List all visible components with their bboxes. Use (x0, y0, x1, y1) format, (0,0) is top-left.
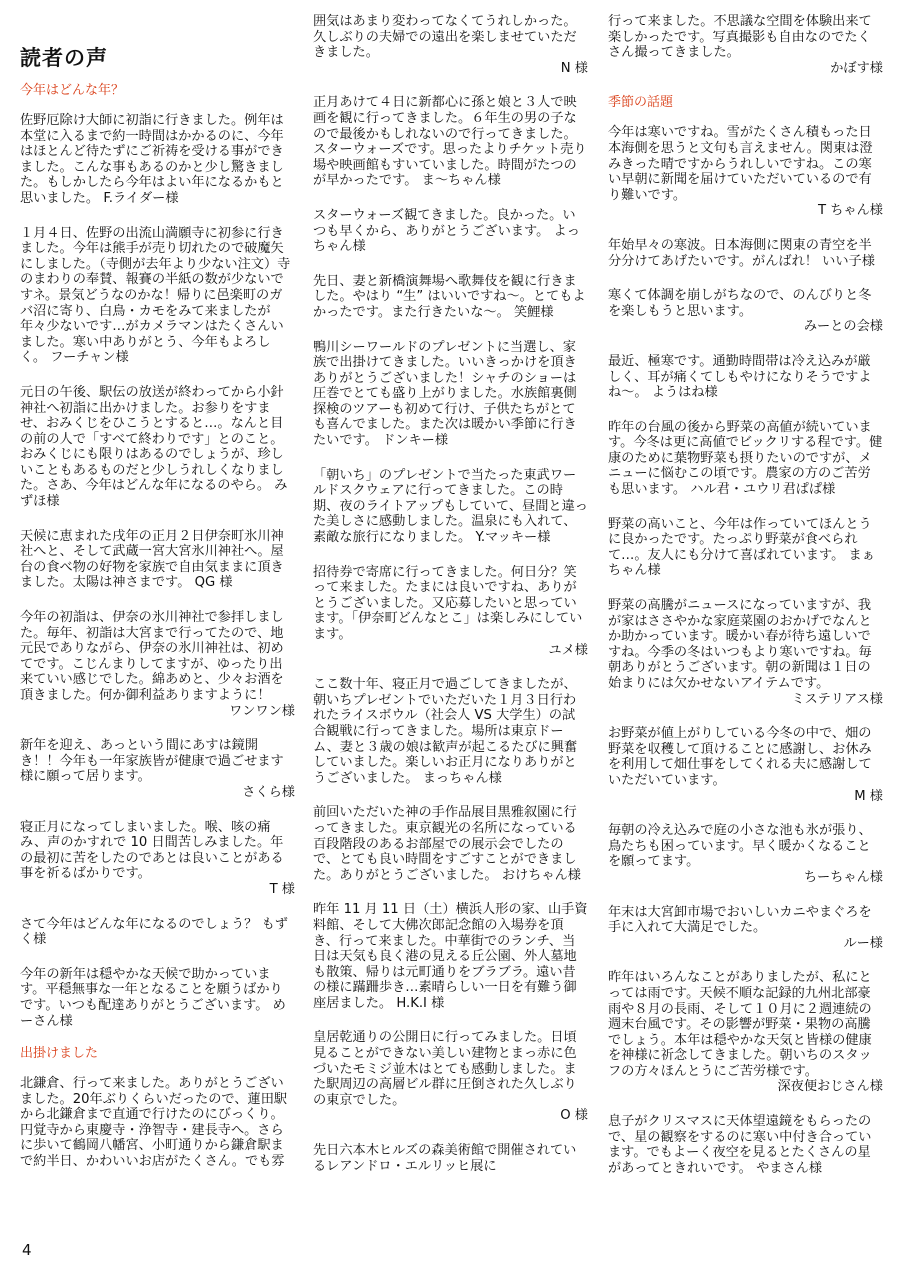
letter (313, 340, 588, 449)
letter (20, 113, 295, 207)
letter-signature: N 様 (560, 60, 588, 76)
letter (313, 208, 588, 255)
letter-signature: ワンワン様 (229, 703, 295, 719)
section-heading-seasonal: 季節の話題 (608, 95, 674, 111)
letter-text: 行って来ました。不思議な空間を体験出来て楽しかったです。写真撮影も自由なのでたくさん撮ってきました。 (608, 14, 872, 61)
column-2 (313, 14, 588, 1193)
letter-signature: T 様 (269, 881, 295, 897)
letter-text: 新年を迎え、あっという間にあすは鏡開き！！今年も一年家族皆が健康で過ごせます様に願って居ります。 (20, 738, 284, 785)
letter-text: 「朝いち」のプレゼントで当たった東武ワールドスクウェアに行ってきました。この時期、夜のライトアップもしていて、昼間と違った美しさに感動しました。温泉にも入れて、素敵な旅行になりました。 Y.マッキー様 (313, 467, 588, 546)
letter (313, 805, 588, 883)
letter-text: お野菜が値上がりしている今冬の中で、畑の野菜を収穫して頂けることに感謝し、お休みを利用して畑仕事をしてくれる夫に感謝していただいています。 (608, 726, 872, 788)
page-title: 読者の声 (20, 46, 108, 70)
letter (608, 238, 883, 269)
letter (20, 226, 295, 366)
letter (608, 420, 883, 498)
letter (313, 274, 588, 321)
letter-signature: T ちゃん様 (818, 203, 883, 219)
letter (20, 385, 295, 510)
letter (608, 125, 883, 219)
column-3 (608, 14, 883, 1195)
section-heading-new-year: 今年はどんな年？ (20, 83, 125, 98)
letter (608, 823, 883, 885)
letter (20, 820, 295, 898)
letter-text: 息子がクリスマスに天体望遠鏡をもらったので、星の観察をするのに寒い中付き合っています。でもよーく夜空を見るとたくさんの星があってときれいです。 やまさん様 (608, 1114, 872, 1176)
letter (608, 726, 883, 804)
letter-text: 元日の午後、駅伝の放送が終わってから小針神社へ初詣に出かけました。お参りをすませ、おみくじをひこうとすると…。なんと目の前の人で「すべて終わりです」とのこと。おみくじにも限りはあるのでしょうが、珍しいこともあるものだと少しうれしくなりました。さあ、今年はどんな年になるのやら。 みずほ様 (20, 384, 288, 510)
letter-text: ここ数十年、寝正月で過ごしてきましたが、朝いちプレゼントでいただいた１月３日行われたライスボウル（社会人 VS 大学生）の試合観戦に行ってきました。場所は東京ドーム、妻と３歳の娘は歓声が起こるたびに興奮していました。楽しいお正月になりありがとうございました。 まっちゃん様 (313, 677, 578, 786)
letter-text: 鴨川シーワールドのプレゼントに当選し、家族で出掛けてきました。いいきっかけを頂きありがとうございました！シャチのショーは圧巻でとても盛り上がりました。水族館裏側探検のツアーも初めて行け、子供たちがとても喜んでました。また次は暖かい季節に行きたいです。 ドンキー様 (313, 339, 577, 449)
letter-signature: さくら様 (242, 784, 295, 800)
letter (608, 598, 883, 707)
letter-signature: かぼす様 (830, 60, 883, 76)
letter-text: 北鎌倉、行って来ました。ありがとうございました。20年ぶりくらいだったので、蓮田駅から北鎌倉まで直通で行けたのにびっくり。円覚寺から東慶寺・浄智寺・建長寺へ。さらに歩いて鶴岡八幡宮、小町通りから鎌倉駅まで約半日、かわいいお店がたくさん。でも雰 (20, 1076, 288, 1170)
letter-text: 囲気はあまり変わってなくてうれしかった。久しぶりの夫婦での遠出を楽しませていただきました。 (313, 14, 577, 61)
letter-text: 昨年はいろんなことがありましたが、私にとっては雨です。天候不順な記録的九州北部豪雨や８月の長雨、そして１０月に２週連続の週末台風です。その影響が野菜・果物の高騰でしょう。本年は穏やかな天気と皆様の健康を神様に祈念してきました。朝いちのスタッフの方々ほんとうにご苦労様です。 (608, 970, 872, 1079)
letter-text: 天候に恵まれた戌年の正月２日伊奈町氷川神社へと、そして武蔵一宮大宮氷川神社へ。屋台の食べ物の好物を家族で自由気ままに頂きました。太陽は神さまです。 QG 様 (20, 528, 284, 591)
letter-signature: ミステリアス様 (791, 691, 883, 707)
letter-text: 年末は大宮卸市場でおいしいカニやまぐろを手に入れて大満足でした。 (608, 904, 872, 936)
letter (313, 1143, 588, 1174)
letter-text: 寒くて体調を崩しがちなので、のんびりと冬を楽しもうと思います。 (608, 288, 872, 319)
page-number: 4 (22, 1241, 32, 1259)
letter-text: スターウォーズ観てきました。良かった。いつも早くから、ありがとうございます。 よっちゃん様 (313, 207, 580, 255)
letter-text: 寝正月になってしまいました。喉、咳の痛み、声のかすれで 10 日間苦しみました。年の最初に苦をしたのであとは良いことがある事を祈るばかりです。 (20, 819, 284, 882)
letter-text: 今年の初詣は、伊奈の氷川神社で参拝しました。毎年、初詣は大宮まで行ってたので、地元民でありながら、伊奈の氷川神社は、初めてです。こじんまりしてますが、ゆったり出来ていい感じでした。綿あめと、少々お酒を頂きました。何か御利益ありますように！ (20, 610, 284, 703)
letter-signature: O 様 (560, 1108, 588, 1124)
letter (20, 738, 295, 800)
letter-text: 佐野厄除け大師に初詣に行きました。例年は本堂に入るまで約一時間はかかるのに、今年はほとんど待たずにご祈祷を受ける事ができました。こんな事もあるのかと少し驚きました。もしかしたら今年はよい年になるかもと思いました。 F.ライダー様 (20, 113, 284, 206)
letter-text: 年始早々の寒波。日本海側に関東の青空を半分分けてあげたいです。がんばれ！ いい子様 (608, 237, 875, 269)
letter-text: 先日、妻と新橋演舞場へ歌舞伎を観に行きました。やはり “生” はいいですね～。とてもよかったです。また行きたいな～。 笑鯉様 (313, 273, 586, 320)
letter-text: 昨年の台風の後から野菜の高値が続いています。今冬は更に高値でビックリする程です。健康のために葉物野菜も摂りたいのですが、メニューに悩むこの頃です。農家の方のご苦労も思います。 ハル君・ユウリ君ぱぱ様 (608, 419, 883, 498)
letter-signature: みーとの会様 (803, 319, 883, 335)
section-heading-outings: 出掛けました (20, 1046, 99, 1062)
letter-signature: ルー様 (843, 935, 883, 951)
letter (608, 905, 883, 952)
letter-text: 招待券で寄席に行ってきました。何日分？笑って来ました。たまには良いですね、ありがとうございました。又応募したいと思っています。「伊奈町どんなとこ」は楽しみにしています。 (313, 564, 583, 642)
letter (20, 529, 295, 591)
letter-signature: M 様 (854, 788, 883, 804)
letter-text: 正月あけて４日に新都心に孫と娘と３人で映画を観に行ってきました。６年生の男の子なので最後かもしれないので行ってきました。スターウォーズです。思ったよりチケット売り場や映画館もすいていました。時間がたつのが早かったです。 ま～ちゃん様 (313, 95, 587, 189)
letter (608, 517, 883, 579)
letter-text: 先日六本木ヒルズの森美術館で開催されているレアンドロ・エルリッヒ展に (313, 1143, 577, 1174)
letter (608, 1114, 883, 1176)
letter (313, 95, 588, 189)
letter-text: 毎朝の冷え込みで庭の小さな池も氷が張り、鳥たちも困っています。早く暖かくなることを願ってます。 (608, 823, 872, 870)
letter (20, 610, 295, 719)
letter-text: １月４日、佐野の出流山満願寺に初参に行きました。今年は熊手が売り切れたので破魔矢にしました。（寺側が去年より少ない注文）寺のまわりの奉賛、報賽の半紙の数が少ないですネ。景気どうなのかな！帰りに邑楽町のガバ沼に寄り、白鳥・カモをみて来ましたが年々少ないです…がカメラマンはたくさんいました。寒い中ありがとう、今年もよろしく。 フーチャン様 (20, 225, 291, 366)
letter (20, 1076, 295, 1170)
letter (313, 565, 588, 659)
letter (608, 354, 883, 401)
letter-text: 今年の新年は穏やかな天候で助かっています。平穏無事な一年となることを願うばかりです。いつも配達ありがとうございます。 めーさん様 (20, 966, 286, 1029)
letter (313, 14, 588, 76)
letter-text: 昨年 11 月 11 日（土）横浜人形の家、山手資料館、そして大佛次郎記念館の入場券を頂き、行って来ました。中華街でのランチ、当日は天気も良く港の見える丘公園、外人墓地も散策、帰りは元町通りをブラブラ。遠い昔の様に蹣跚歩き…素晴らしい一日を有難う御座居ました。 H.K.I 様 (313, 902, 588, 1011)
letter (20, 967, 295, 1029)
letter-text: 前回いただいた神の手作品展目黒雅叙園に行ってきました。東京観光の名所になっている百段階段のあるお部屋での展示会でしたので、とても良い時間をすごすことができました。ありがとうございました。 おけちゃん様 (313, 805, 581, 883)
letter (313, 1030, 588, 1124)
letter (313, 468, 588, 546)
letter-signature: ちーちゃん様 (803, 869, 883, 885)
letter-text: 野菜の高いこと、今年は作っていてほんとうに良かったです。たっぷり野菜が食べられて…。友人にも分けて喜ばれています。 まぁちゃん様 (608, 516, 875, 579)
letter (608, 970, 883, 1095)
letter (313, 677, 588, 786)
letter-signature: ユメ様 (548, 642, 588, 658)
letter (20, 917, 295, 948)
letter-text: さて今年はどんな年になるのでしょう？ もずく様 (20, 916, 288, 948)
letter (313, 902, 588, 1011)
letter (608, 288, 883, 335)
letter-text: 野菜の高騰がニュースになっていますが、我が家はささやかな家庭菜園のおかげでなんとか助かっています。暖かい春が待ち遠しいですね。今季の冬はいつもより寒いですね。毎朝ありがとうございます。朝の新聞は１日の始まりには欠かせないアイテムです。 (608, 598, 872, 691)
letter-text: 皇居乾通りの公開日に行ってみました。日頃見ることができない美しい建物とまっ赤に色づいたモミジ並木はとても感動しました。また駅周辺の高層ビル群に圧倒された久しぶりの東京でした。 (313, 1030, 577, 1108)
letter-text: 最近、極寒です。通勤時間帯は冷え込みが厳しく、耳が痛くてしもやけになりそうですよね～。 ようはね様 (608, 353, 872, 401)
letter (608, 14, 883, 76)
letter-text: 今年は寒いですね。雪がたくさん積もった日本海側を思うと文句も言えません。関東は澄みきった晴ですからうれしいですね。この寒い早朝に新聞を届けていただいているので有り難いです。 (608, 125, 873, 203)
column-1 (20, 83, 295, 1189)
letter-signature: 深夜便おじさん様 (777, 1079, 883, 1095)
